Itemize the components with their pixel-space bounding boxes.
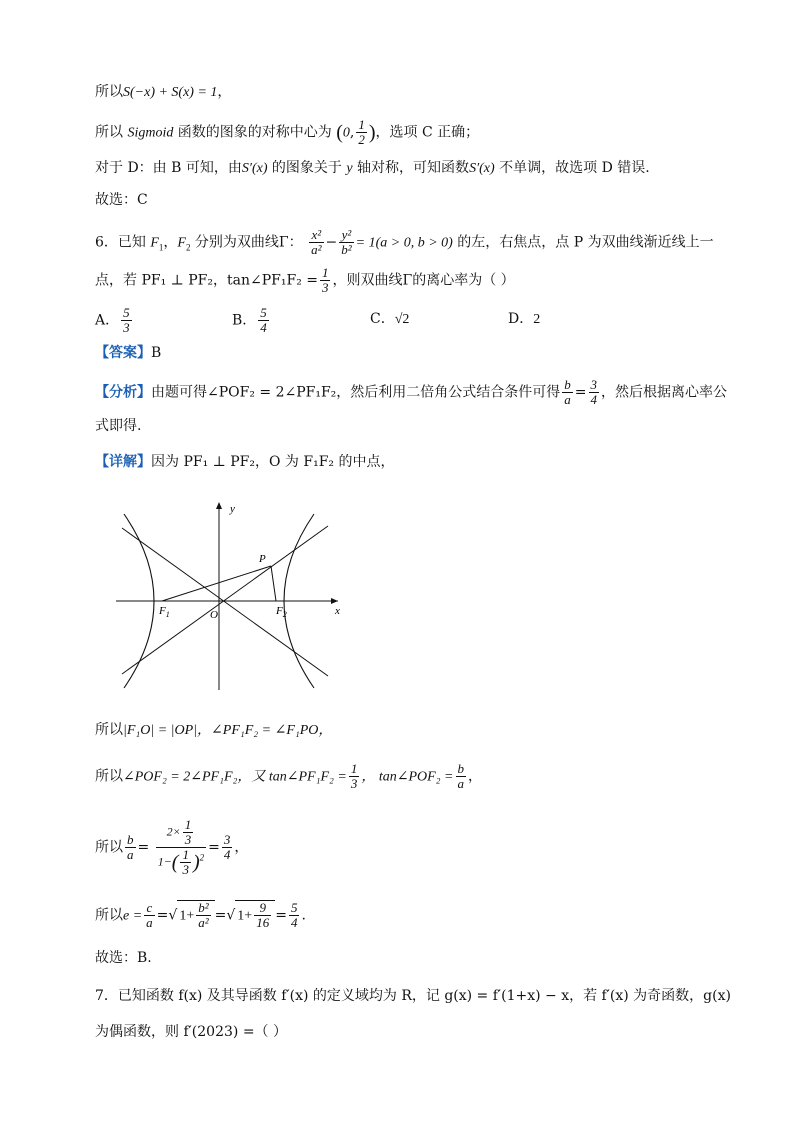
sqrt — [235, 900, 275, 930]
line-option-d — [95, 158, 650, 179]
fraction — [222, 833, 233, 862]
text: . — [301, 907, 306, 924]
math: S′(x) — [241, 161, 268, 176]
fraction — [589, 378, 600, 407]
f1-sub: 1 — [165, 610, 170, 619]
math: Sigmoid — [127, 125, 174, 141]
num: 1 — [184, 817, 192, 832]
num: 1 — [182, 847, 189, 862]
answer-line — [95, 343, 161, 363]
line-p-f2 — [271, 566, 276, 601]
analysis-tag: 【分析】 — [95, 384, 151, 401]
den: 4 — [290, 915, 298, 930]
asymptote-2 — [122, 526, 328, 674]
step-3 — [95, 818, 248, 877]
x-arrow — [331, 598, 338, 604]
option-c[interactable] — [370, 308, 409, 328]
fraction — [144, 901, 155, 930]
text: 由题可得∠POF₂ = 2∠PF₁F₂，然后利用二倍角公式结合条件可得 — [151, 384, 561, 401]
text: 1− — [157, 854, 172, 869]
option-b[interactable] — [232, 306, 271, 335]
num: 9 — [254, 901, 271, 916]
asymptote-1 — [122, 528, 328, 676]
f2: F — [276, 605, 283, 617]
text: ， — [468, 768, 482, 785]
text: 的图象关于 — [267, 160, 347, 176]
math: F — [150, 235, 159, 251]
den: b² — [341, 242, 352, 257]
analysis-line2: 式即得. — [95, 418, 142, 434]
paren: ) — [192, 851, 200, 874]
text: ， — [163, 234, 178, 251]
fraction — [356, 118, 367, 147]
den: a — [127, 847, 134, 862]
numerator — [156, 818, 206, 848]
num: c — [144, 901, 155, 916]
fraction-y — [339, 228, 353, 257]
paren: ( — [336, 121, 343, 144]
math: 0 — [342, 125, 350, 141]
math: = 1(a > 0, b > 0) — [355, 235, 453, 251]
num: 5 — [123, 305, 130, 320]
den: a² — [198, 915, 209, 930]
math: ， tan∠POF₂ = — [361, 769, 454, 785]
den: 4 — [223, 847, 231, 862]
text: 所以 — [95, 722, 123, 738]
line-s-sum — [95, 82, 231, 103]
text: 点，若 PF₁ ⊥ PF₂，tan∠PF₁F₂ = — [95, 272, 318, 289]
option-label: A． — [95, 312, 120, 329]
fraction — [180, 848, 191, 877]
option-value: √2 — [394, 312, 410, 327]
den: a² — [311, 242, 322, 257]
text: 所以 — [95, 768, 123, 785]
den: 3 — [184, 832, 192, 847]
text: = — [156, 907, 169, 924]
q7-line2: 为偶函数，则 f′(2023) =（ ） — [95, 1024, 287, 1040]
step-4: 所以e = $\frac{c}{a}$ =√ 1+ $\frac{\text{b²}}{\text{a²}}$ =√ 1+ $\frac{9}{16}$ = $\frac{5}{4}$ . — [95, 900, 306, 930]
fraction-x — [309, 228, 323, 257]
math: y — [346, 161, 353, 176]
den: a — [564, 392, 571, 407]
text: 不单调，故选项 D 错误. — [494, 160, 650, 176]
math: ∠POF₂ = 2∠PF₁F₂，又 tan∠PF₁F₂ = — [123, 769, 347, 785]
denominator — [156, 848, 206, 877]
text: 函数的图象的对称中心为 — [173, 124, 332, 141]
fraction — [456, 762, 467, 791]
option-label: B． — [232, 312, 257, 329]
line-choose-c: 故选：C — [95, 192, 148, 208]
compound-fraction — [156, 818, 206, 877]
text: 所以 — [95, 907, 123, 924]
num: 1 — [358, 117, 365, 132]
num: 3 — [590, 377, 598, 392]
text: 所以 — [95, 84, 123, 100]
den: a — [146, 915, 153, 930]
q6-line1: 6．已知 $F_1$，$F_2$ 分别为双曲线Γ： $\frac{\text{x²}}{\text{a²}}$ − $\frac{\text{y²}}{\text{b²}}$ = 1(a > 0, b > 0) 的左，右焦点，点 P 为双曲线渐近线上一 — [95, 227, 714, 257]
den: 16 — [256, 915, 270, 930]
text: 2× — [166, 824, 181, 839]
label-f2 — [275, 605, 287, 619]
label-f1 — [158, 605, 170, 619]
den: 3 — [321, 280, 329, 295]
text: ，则双曲线Γ的离心率为（ ） — [332, 272, 515, 289]
math: |F₁O| = |OP|，∠PF₁F₂ = ∠F₁PO， — [123, 723, 333, 738]
num: b — [564, 377, 571, 392]
num: 5 — [260, 305, 267, 320]
text: ，然后根据离心率公 — [601, 384, 728, 401]
hyperbola-figure — [110, 496, 350, 694]
den: 2 — [358, 132, 365, 147]
num: 1 — [321, 265, 329, 280]
step-2 — [95, 762, 482, 791]
math: S′(x) — [469, 161, 495, 176]
math: F — [177, 235, 186, 251]
text: ， — [234, 839, 249, 856]
paren: ( — [171, 851, 179, 874]
y-arrow — [216, 502, 222, 509]
q7-line1: 7．已知函数 f(x) 及其导函数 f′(x) 的定义域均为 R，记 g(x) = f′(1+x) − x，若 f′(x) 为奇函数，g(x) — [95, 988, 731, 1004]
text: 1+ — [179, 908, 195, 924]
analysis-line1 — [95, 378, 727, 407]
text: = — [214, 907, 227, 924]
sub: 2 — [185, 242, 191, 253]
answer-tag: 【答案】 — [95, 345, 151, 361]
den: 4 — [260, 320, 267, 335]
text: 分别为双曲线Γ： — [190, 234, 303, 251]
f1: F — [159, 605, 166, 617]
f2-sub: 2 — [282, 610, 287, 619]
text: 的左，右焦点，点 P 为双曲线渐近线上一 — [452, 234, 714, 251]
fraction — [196, 901, 210, 930]
num: b² — [198, 900, 209, 915]
text: = — [208, 839, 220, 856]
option-d[interactable] — [508, 308, 540, 328]
detail-tag: 【详解】 — [95, 454, 151, 470]
text: 轴对称，可知函数 — [352, 160, 470, 176]
den: 4 — [590, 392, 598, 407]
fraction — [125, 833, 136, 862]
exp: 2 — [199, 852, 205, 863]
option-a[interactable] — [95, 306, 134, 335]
detail-line — [95, 452, 395, 472]
option-label: C． — [370, 311, 395, 327]
sqrt — [177, 900, 214, 930]
text: 所以 — [95, 124, 128, 141]
num: x² — [309, 228, 323, 243]
label-x: x — [335, 605, 340, 617]
math: S(−x) + S(x) = 1 — [123, 85, 218, 100]
line-symmetry-center: 所以 Sigmoid 函数的图象的对称中心为 (0, $\frac{1}{2}$ )，选项 C 正确； — [95, 117, 480, 147]
num: 3 — [223, 832, 231, 847]
paren: ) — [368, 121, 376, 144]
num: 5 — [290, 900, 298, 915]
den: a — [457, 776, 464, 791]
label-o: O — [210, 609, 218, 621]
line-choose-b: 故选：B. — [95, 950, 152, 966]
fraction — [121, 306, 132, 335]
text: = — [137, 839, 150, 856]
label-p: P — [259, 553, 266, 565]
sub: 1 — [158, 242, 164, 253]
math: e = — [123, 908, 143, 924]
text: 因为 PF₁ ⊥ PF₂，O 为 F₁F₂ 的中点， — [151, 454, 395, 470]
den: 3 — [182, 862, 189, 877]
text: 所以 — [95, 839, 123, 856]
num: b — [457, 761, 464, 776]
option-value: 2 — [533, 312, 541, 327]
num: 1 — [350, 761, 358, 776]
text: ，选项 C 正确； — [375, 124, 480, 141]
fraction — [562, 378, 573, 407]
text: = — [574, 384, 587, 401]
den: 3 — [123, 320, 130, 335]
text: 6．已知 — [95, 234, 151, 251]
answer-value: B — [151, 345, 162, 361]
text: = — [275, 907, 287, 924]
text: 对于 D：由 B 可知，由 — [95, 160, 242, 176]
label-y: y — [230, 503, 235, 515]
option-label: D． — [508, 311, 534, 327]
fraction — [183, 818, 194, 847]
fraction — [349, 762, 360, 791]
fraction — [254, 901, 271, 930]
num: y² — [339, 228, 353, 243]
fraction-tan — [320, 266, 331, 295]
fraction — [289, 901, 300, 930]
num: b — [127, 832, 134, 847]
step-1 — [95, 720, 332, 741]
fraction — [258, 306, 269, 335]
den: 3 — [350, 776, 358, 791]
q6-line2 — [95, 266, 515, 295]
text: ， — [217, 84, 232, 100]
text: 1+ — [237, 908, 253, 924]
